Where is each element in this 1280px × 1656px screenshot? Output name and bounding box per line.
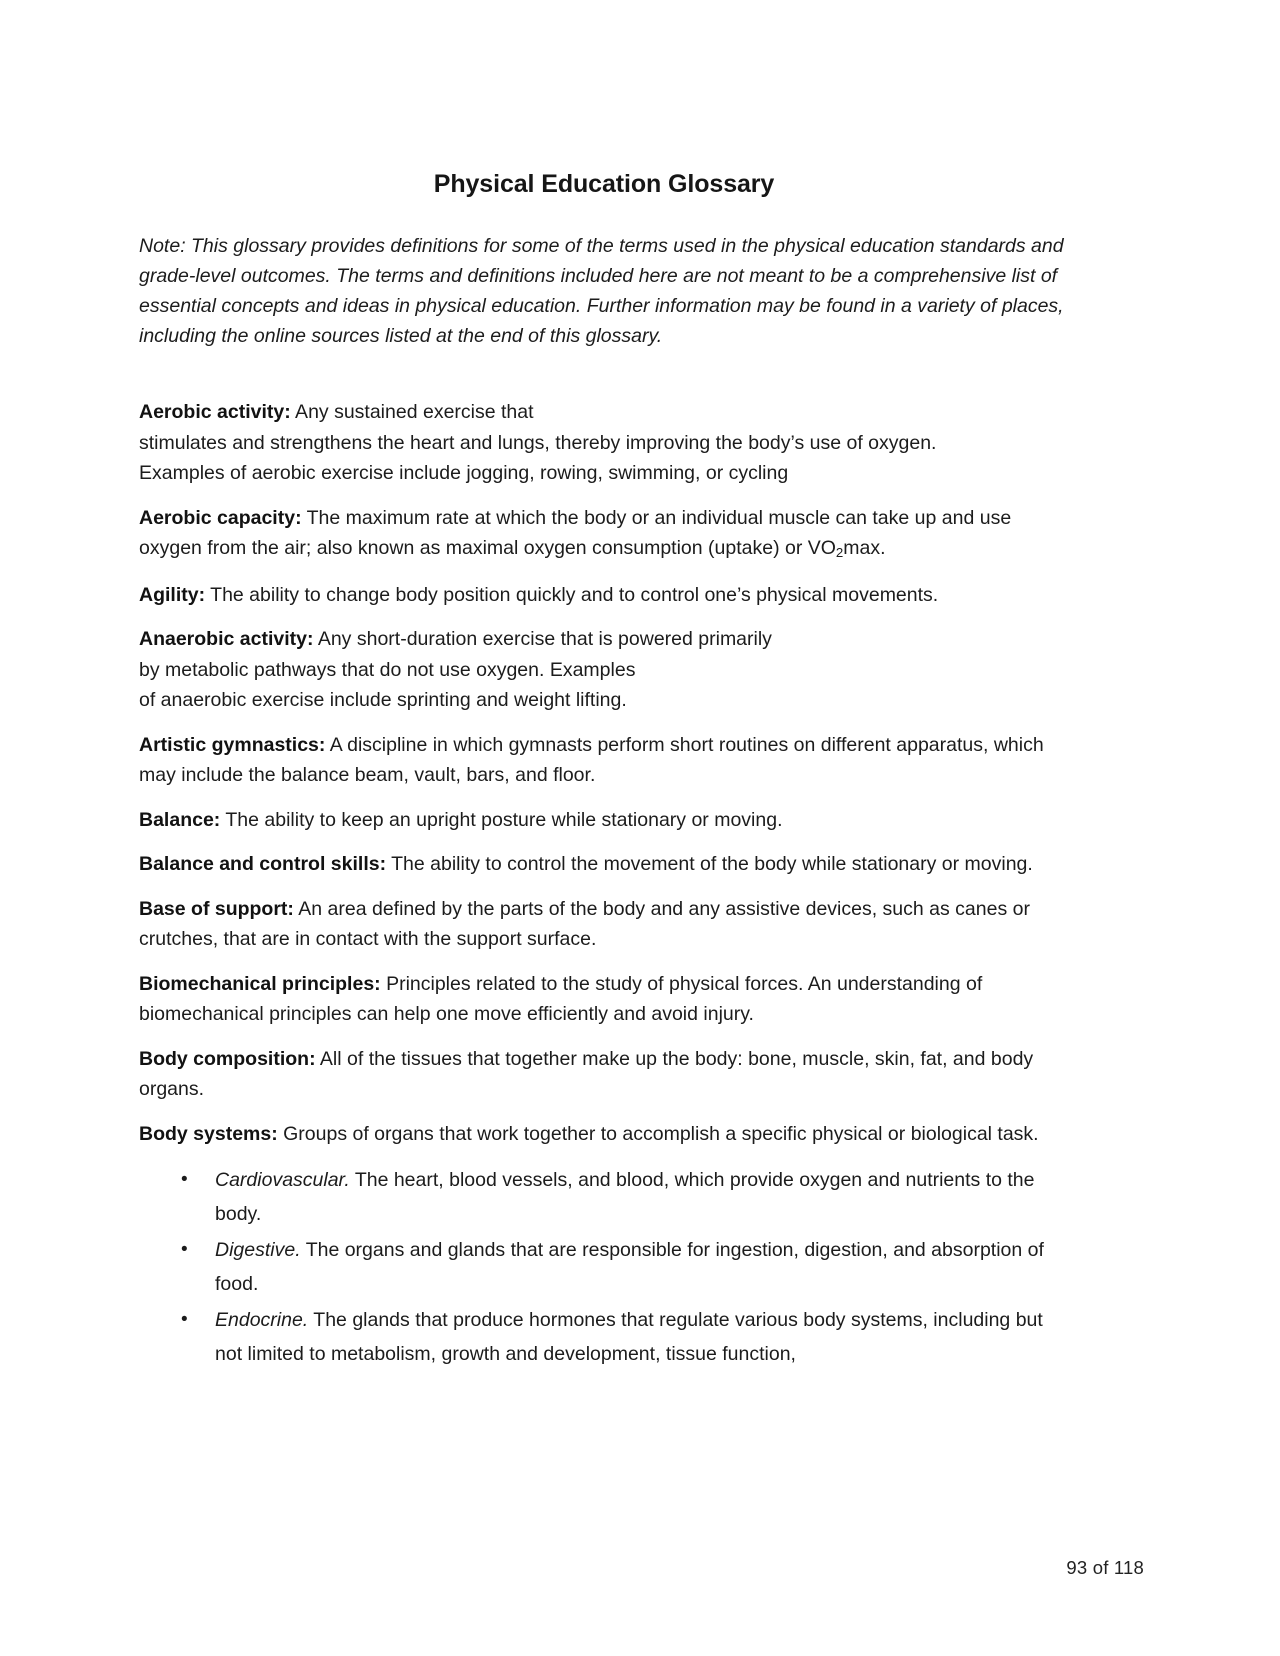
- term-label: Body composition:: [139, 1047, 316, 1070]
- definition-text: max.: [843, 537, 886, 559]
- bullet-icon: •: [181, 1309, 188, 1330]
- page-number-footer: 93 of 118: [1066, 1557, 1144, 1578]
- glossary-entry-body-systems: [139, 1119, 1069, 1150]
- definition-text: The ability to change body position quickly and to control one’s physical movements.: [205, 583, 939, 606]
- term-label: Balance:: [139, 808, 221, 831]
- list-item: [139, 1233, 1069, 1301]
- term-label: Balance and control skills:: [139, 853, 387, 875]
- definition-text: A discipline in which gymnasts perform short routines on different apparatus, which may include the balance beam, vault, bars, and floor.: [139, 733, 1044, 786]
- glossary-entry-balance: [139, 805, 1069, 836]
- glossary-entry-base-of-support: [139, 894, 1069, 955]
- definition-text: An area defined by the parts of the body and any assistive devices, such as canes or crutches, that are in contact with the support surface.: [139, 897, 1030, 950]
- glossary-entry-artistic-gymnastics: [139, 730, 1069, 791]
- term-label: Agility:: [139, 583, 206, 606]
- term-label: Aerobic activity:: [139, 401, 291, 423]
- definition-text: Examples of aerobic exercise include jogging, rowing, swimming, or cycling: [139, 462, 789, 484]
- system-name: Endocrine.: [215, 1309, 309, 1331]
- term-label: Artistic gymnastics:: [139, 733, 326, 756]
- term-label: Aerobic capacity:: [139, 506, 302, 529]
- term-label: Anaerobic activity:: [139, 628, 314, 650]
- glossary-entry-anaerobic-activity: [139, 624, 1069, 716]
- definition-text: by metabolic pathways that do not use oxygen. Examples: [139, 658, 636, 681]
- glossary-entry-body-composition: [139, 1044, 1069, 1105]
- bullet-icon: •: [181, 1169, 188, 1190]
- term-label: Body systems:: [139, 1122, 278, 1145]
- definition-text: Principles related to the study of physical forces. An understanding of biomechanical principles can help one move efficiently and avoid injury.: [139, 972, 983, 1025]
- system-description: The heart, blood vessels, and blood, which provide oxygen and nutrients to the body.: [215, 1169, 1035, 1225]
- definition-text: Any short-duration exercise that is powered primarily: [313, 628, 772, 650]
- definition-text: The maximum rate at which the body or an individual muscle can take up and use oxygen from the air; also known as maximal oxygen consumption (uptake) or VO: [139, 506, 1012, 559]
- glossary-entry-balance-and-control-skills: [139, 849, 1069, 880]
- term-label: Base of support:: [139, 897, 294, 920]
- glossary-entry-aerobic-capacity: [139, 503, 1069, 566]
- page-content: [139, 170, 1069, 1373]
- term-label: Biomechanical principles:: [139, 972, 381, 995]
- page-title: Physical Education Glossary: [433, 170, 775, 198]
- glossary-note: Note: This glossary provides definitions for some of the terms used in the physical education standards and grade-level outcomes. The terms and definitions included here are not meant to be a comprehensive list of essential concepts and ideas in physical education. Further information may be found in a variety of places, including the online sources listed at the end of this glossary.: [139, 235, 1064, 347]
- list-item: [139, 1163, 1069, 1231]
- definition-text: stimulates and strengthens the heart and lungs, thereby improving the body’s use of oxygen.: [139, 431, 937, 454]
- body-systems-list: [139, 1163, 1069, 1371]
- system-description: The glands that produce hormones that regulate various body systems, including but not limited to metabolism, growth and development, tissue function,: [215, 1309, 1043, 1365]
- glossary-entry-agility: [139, 580, 1069, 611]
- glossary-entry-biomechanical-principles: [139, 969, 1069, 1030]
- bullet-icon: •: [181, 1239, 188, 1260]
- definition-text: The ability to keep an upright posture while stationary or moving.: [220, 808, 783, 831]
- definition-text: Any sustained exercise that: [290, 401, 534, 423]
- definition-text: Groups of organs that work together to accomplish a specific physical or biological task.: [277, 1122, 1039, 1145]
- list-item: [139, 1303, 1069, 1371]
- system-name: Digestive.: [215, 1239, 301, 1261]
- definition-text: of anaerobic exercise include sprinting and weight lifting.: [139, 689, 627, 711]
- definition-text: All of the tissues that together make up the body: bone, muscle, skin, fat, and body organs.: [139, 1047, 1034, 1100]
- system-name: Cardiovascular.: [215, 1169, 350, 1191]
- subscript-2: 2: [835, 545, 844, 561]
- glossary-entry-aerobic-activity: [139, 397, 1069, 489]
- definition-text: The ability to control the movement of the body while stationary or moving.: [386, 853, 1033, 875]
- system-description: The organs and glands that are responsible for ingestion, digestion, and absorption of food.: [215, 1239, 1044, 1295]
